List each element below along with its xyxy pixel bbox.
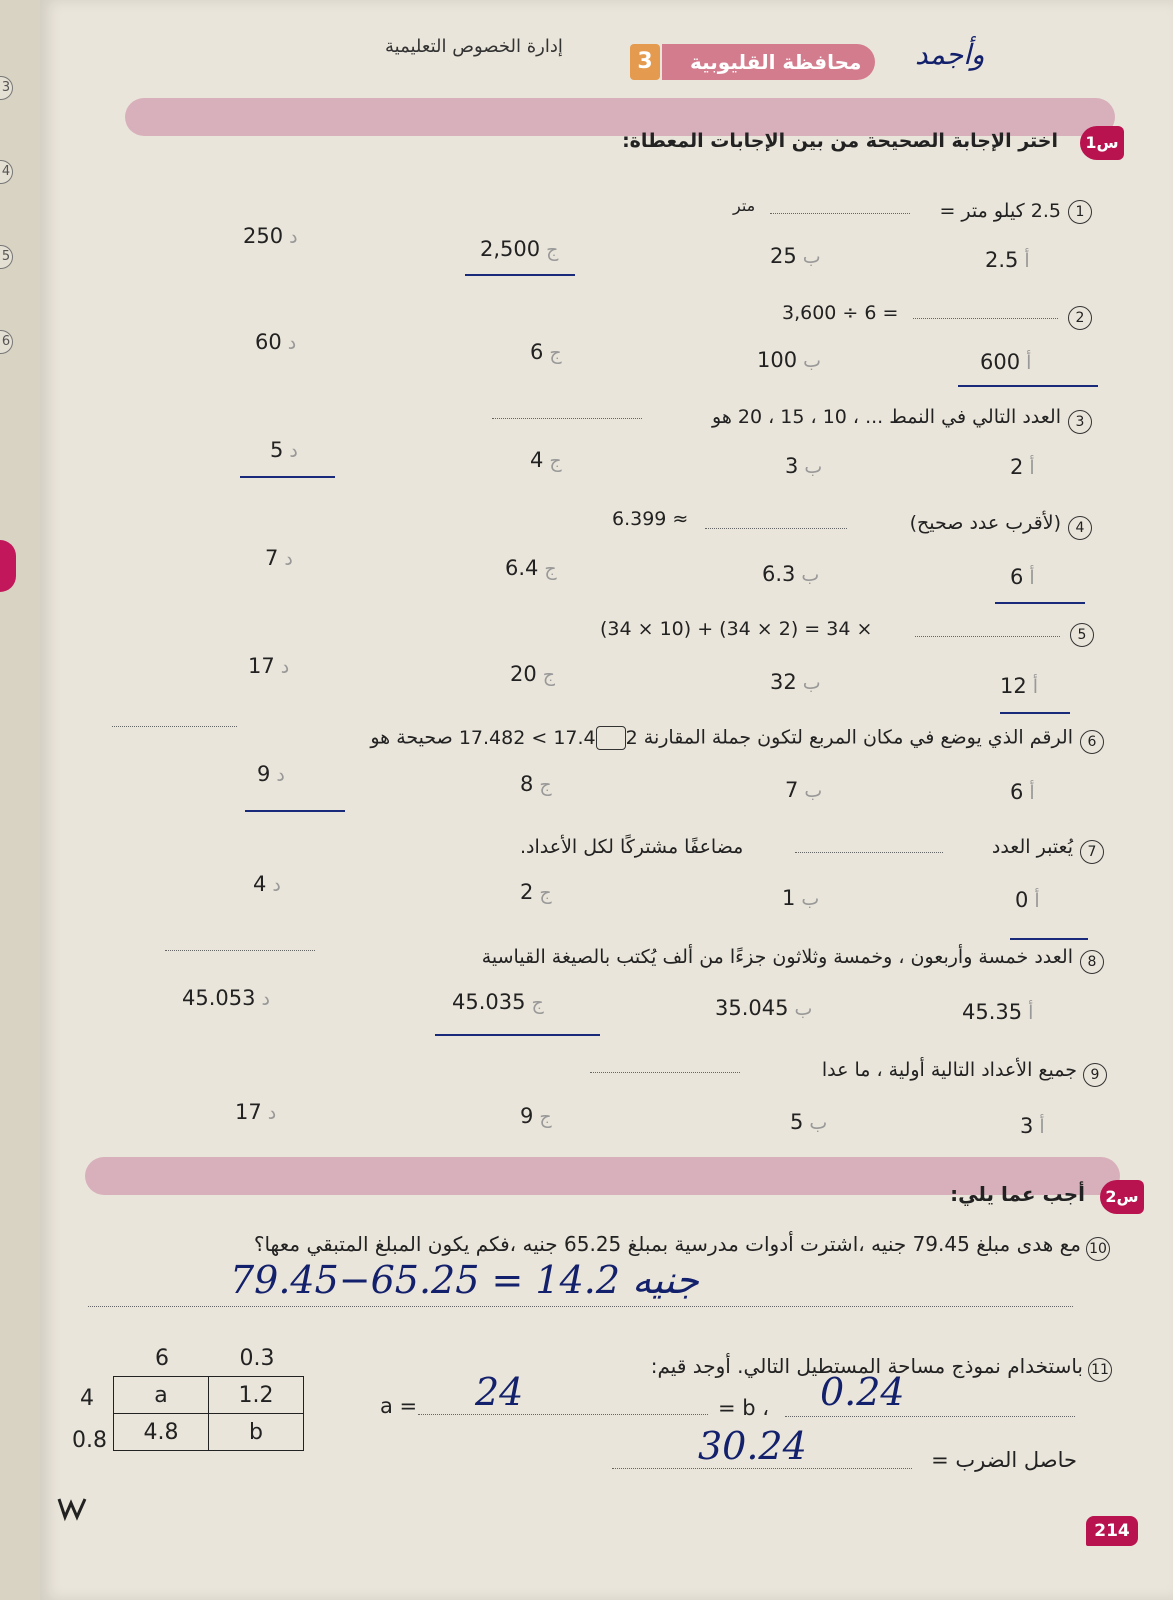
option-c[interactable]: 20 ج: [510, 662, 555, 686]
option-b[interactable]: 32 ب: [770, 670, 821, 694]
area-model-table: [113, 1376, 304, 1451]
option-c[interactable]: 45.035 ج: [452, 990, 544, 1014]
option-c[interactable]: 2 ج: [520, 880, 552, 904]
margin-tab-number: 4: [0, 160, 13, 184]
handwritten-answer-mark: [1000, 712, 1070, 714]
option-a[interactable]: 45.35 أ: [962, 1000, 1034, 1024]
option-d[interactable]: 7 د: [265, 546, 293, 570]
answer-blank: [770, 213, 910, 214]
option-b[interactable]: 100 ب: [757, 348, 821, 372]
question-text: 2.5 كيلو متر =: [939, 200, 1061, 222]
product-answer-line: [612, 1468, 912, 1469]
question-text: العدد خمسة وأربعون ، وخمسة وثلاثون جزءًا من ألف يُكتب بالصيغة القياسية: [481, 946, 1073, 968]
comparison-square-box[interactable]: [596, 726, 626, 750]
handwritten-answer-mark: [465, 274, 575, 276]
question-expression: 3,600 ÷ 6 =: [782, 302, 899, 324]
option-d[interactable]: 17 د: [235, 1100, 277, 1124]
answer-blank: [165, 950, 315, 951]
option-c[interactable]: 9 ج: [520, 1104, 552, 1128]
option-d[interactable]: 45.053 د: [182, 986, 270, 1010]
question-unit: متر: [733, 196, 756, 215]
table-cell: b: [209, 1414, 304, 1451]
option-c[interactable]: 4 ج: [530, 448, 562, 472]
question-number: 10: [1086, 1237, 1110, 1261]
question-number: 2: [1068, 306, 1092, 330]
option-b[interactable]: 3 ب: [785, 454, 823, 478]
section-number-badge: 3: [630, 44, 660, 80]
margin-tab-number: 3: [0, 76, 13, 100]
product-label: حاصل الضرب =: [931, 1448, 1077, 1472]
question-text: الرقم الذي يوضع في مكان المربع لتكون جملة المقارنة 17.482 < 17.4 2 صحيحة هو: [370, 726, 1073, 749]
option-d[interactable]: 60 د: [255, 330, 297, 354]
table-col-header: 0.3: [239, 1346, 275, 1371]
a-answer-line: [418, 1414, 708, 1415]
margin-tab-number: 6: [0, 330, 13, 354]
option-d[interactable]: 5 د: [270, 438, 298, 462]
product-handwritten-value: 30.24: [698, 1424, 807, 1468]
question-number: 11: [1088, 1358, 1112, 1382]
option-c[interactable]: 8 ج: [520, 772, 552, 796]
question-expression: 6.399 ≈: [612, 508, 689, 530]
question-number: 1: [1068, 200, 1092, 224]
question-text: العدد التالي في النمط ... ، 10 ، 15 ، 20 هو: [712, 406, 1061, 428]
answer-blank: [705, 528, 847, 529]
question-number: 9: [1083, 1063, 1107, 1087]
a-label: a =: [380, 1394, 418, 1418]
option-d[interactable]: 9 د: [257, 762, 285, 786]
answer-blank: [915, 636, 1060, 637]
handwritten-answer-mark: [245, 810, 345, 812]
question-text: (لأقرب عدد صحيح): [909, 512, 1061, 534]
question-number: 7: [1080, 840, 1104, 864]
b-handwritten-value: 0.24: [820, 1370, 905, 1414]
question-number: 4: [1068, 516, 1092, 540]
question-text: جميع الأعداد التالية أولية ، ما عدا: [821, 1059, 1077, 1081]
b-answer-line: [785, 1416, 1075, 1417]
section1-badge: س1: [1080, 126, 1124, 160]
option-a[interactable]: 0 أ: [1015, 888, 1040, 912]
option-b[interactable]: 5 ب: [790, 1110, 828, 1134]
table-cell: 4.8: [114, 1414, 209, 1451]
governorate-label: محافظة القليوبية: [662, 44, 875, 80]
option-c[interactable]: 6 ج: [530, 340, 562, 364]
option-c[interactable]: 6.4 ج: [505, 556, 557, 580]
option-a[interactable]: 3 أ: [1020, 1114, 1045, 1138]
answer-blank: [590, 1072, 740, 1073]
table-cell: a: [114, 1377, 209, 1414]
answer-line: [88, 1306, 1073, 1307]
option-a[interactable]: 2 أ: [1010, 455, 1035, 479]
side-bookmark-tab: [0, 540, 16, 592]
handwritten-answer: 79.45−65.25 = 14.2 جنيه: [230, 1258, 699, 1302]
option-d[interactable]: 4 د: [253, 872, 281, 896]
handwritten-answer-mark: [995, 602, 1085, 604]
answer-blank: [112, 726, 237, 727]
option-b[interactable]: 35.045 ب: [715, 996, 813, 1020]
question-expression: (34 × 10) + (34 × 2) = 34 ×: [600, 618, 873, 640]
answer-blank: [795, 852, 943, 853]
a-handwritten-value: 24: [475, 1370, 524, 1414]
handwritten-answer-mark: [435, 1034, 600, 1036]
option-a[interactable]: 2.5 أ: [985, 248, 1030, 272]
question-number: 5: [1070, 623, 1094, 647]
answer-blank: [492, 418, 642, 419]
option-a[interactable]: 6 أ: [1010, 780, 1035, 804]
option-b[interactable]: 1 ب: [782, 886, 820, 910]
question-text-tail: مضاعفًا مشتركًا لكل الأعداد.: [520, 836, 744, 858]
option-b[interactable]: 7 ب: [785, 778, 823, 802]
option-a[interactable]: 6 أ: [1010, 565, 1035, 589]
section2-instruction: أجب عما يلي:: [950, 1182, 1085, 1206]
question-text: باستخدام نموذج مساحة المستطيل التالي. أوجد قيم:: [650, 1354, 1083, 1378]
table-cell: 1.2: [209, 1377, 304, 1414]
pen-scribble-icon: [55, 1495, 91, 1523]
question-number: 8: [1080, 950, 1104, 974]
handwritten-answer-mark: [958, 385, 1098, 387]
table-row-header: 4: [80, 1386, 94, 1411]
section2-badge: س2: [1100, 1180, 1144, 1214]
question-number: 6: [1080, 730, 1104, 754]
option-b[interactable]: 6.3 ب: [762, 562, 820, 586]
page-number: 214: [1086, 1516, 1138, 1546]
section1-instruction: اختر الإجابة الصحيحة من بين الإجابات المعطاة:: [622, 130, 1058, 152]
option-b[interactable]: 25 ب: [770, 244, 821, 268]
question-text: مع هدى مبلغ 79.45 جنيه ،اشترت أدوات مدرسية بمبلغ 65.25 جنيه ،فكم يكون المبلغ المتبقي معها؟: [253, 1232, 1081, 1256]
option-d[interactable]: 17 د: [248, 654, 290, 678]
handwritten-answer-mark: [240, 476, 335, 478]
option-a[interactable]: 600 أ: [980, 350, 1032, 374]
question-text: يُعتبر العدد: [991, 836, 1073, 858]
margin-tab-number: 5: [0, 245, 13, 269]
directorate-label: إدارة الخصوص التعليمية: [385, 36, 563, 57]
handwritten-answer-mark: [1010, 938, 1088, 940]
option-c[interactable]: 2,500 ج: [480, 237, 559, 261]
answer-blank: [913, 318, 1058, 319]
b-label: ، b =: [718, 1396, 770, 1420]
table-row-header: 0.8: [72, 1428, 107, 1453]
handwritten-header-note: وأجمد: [915, 38, 985, 71]
question-number: 3: [1068, 410, 1092, 434]
table-col-header: 6: [155, 1346, 169, 1371]
option-a[interactable]: 12 أ: [1000, 674, 1039, 698]
option-d[interactable]: 250 د: [243, 224, 298, 248]
